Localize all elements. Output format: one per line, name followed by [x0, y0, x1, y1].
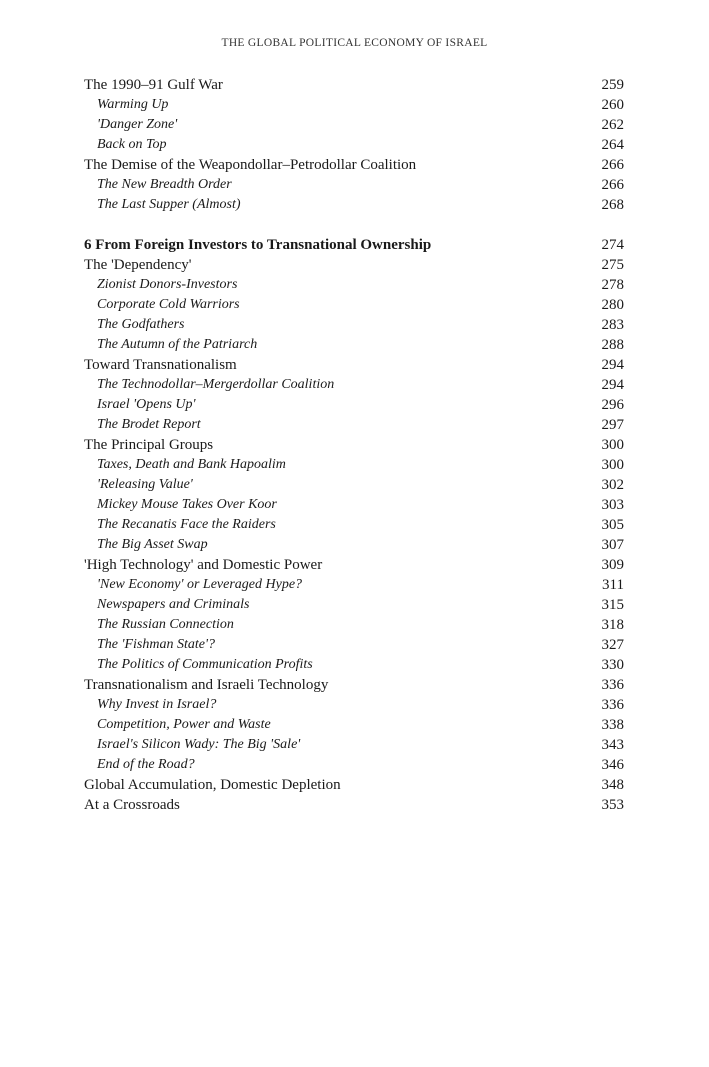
toc-entry-sub	[84, 115, 624, 135]
toc-entry-section	[84, 775, 624, 795]
toc-entry-title: The 1990–91 Gulf War	[84, 77, 223, 93]
toc-entry-sub	[84, 95, 624, 115]
toc-entry-section	[84, 675, 624, 695]
running-head: THE GLOBAL POLITICAL ECONOMY OF ISRAEL	[221, 37, 488, 49]
toc-entry-page: 343	[601, 737, 624, 753]
toc-entry-page: 318	[601, 617, 624, 633]
toc-entry-page: 264	[601, 137, 624, 153]
toc-entry-title: At a Crossroads	[84, 797, 180, 813]
toc-entry-page: 278	[601, 277, 624, 293]
toc-entry-page: 280	[601, 297, 624, 313]
toc-entry-page: 296	[601, 397, 624, 413]
toc-entry-title: The Recanatis Face the Raiders	[97, 517, 276, 532]
toc-entry-page: 266	[601, 177, 624, 193]
toc-entry-sub	[84, 195, 624, 215]
toc-entry-title: Corporate Cold Warriors	[97, 297, 240, 312]
toc-entry-sub	[84, 595, 624, 615]
toc-entry-sub	[84, 615, 624, 635]
toc-entry-title: 'Danger Zone'	[97, 117, 178, 132]
toc-entry-page: 268	[601, 197, 624, 213]
toc-entry-title: Newspapers and Criminals	[97, 597, 250, 612]
toc-entry-page: 294	[601, 357, 624, 373]
toc-entry-page: 300	[601, 457, 624, 473]
toc-entry-sub	[84, 335, 624, 355]
toc-entry-title: Toward Transnationalism	[84, 357, 237, 373]
toc-entry-sub	[84, 695, 624, 715]
toc-entry-page: 346	[601, 757, 624, 773]
toc-entry-page: 300	[601, 437, 624, 453]
toc-entry-sub	[84, 655, 624, 675]
toc-entry-page: 260	[601, 97, 624, 113]
toc-entry-sub	[84, 755, 624, 775]
toc-entry-page: 309	[601, 557, 624, 573]
toc-entry-sub	[84, 275, 624, 295]
toc-entry-sub	[84, 175, 624, 195]
toc-entry-page: 305	[601, 517, 624, 533]
toc-entry-title: Transnationalism and Israeli Technology	[84, 677, 329, 693]
toc-entry-page: 275	[601, 257, 624, 273]
toc-entry-page: 294	[601, 377, 624, 393]
toc-entry-title: 6 From Foreign Investors to Transnational Ownership	[84, 237, 432, 253]
toc-entry-title: The Autumn of the Patriarch	[97, 337, 258, 352]
toc-entry-title: The Last Supper (Almost)	[97, 197, 241, 212]
toc-entry-sub	[84, 635, 624, 655]
toc-entry-page: 330	[601, 657, 624, 673]
toc-entry-title: Mickey Mouse Takes Over Koor	[97, 497, 277, 512]
toc-entry-sub	[84, 395, 624, 415]
toc-entry-page: 336	[601, 677, 624, 693]
toc-entry-title: The Russian Connection	[97, 617, 234, 632]
toc-entry-sub	[84, 715, 624, 735]
toc-entry-title: The 'Dependency'	[84, 257, 192, 273]
toc-entry-title: The Politics of Communication Profits	[97, 657, 313, 672]
toc-entry-title: 'Releasing Value'	[97, 477, 193, 492]
toc-entry-sub	[84, 475, 624, 495]
toc-entry-title: Zionist Donors-Investors	[97, 277, 238, 292]
toc-entry-title: 'New Economy' or Leveraged Hype?	[97, 577, 303, 592]
toc-entry-page: 303	[601, 497, 624, 513]
table-of-contents	[84, 75, 624, 815]
toc-entry-title: The Technodollar–Mergerdollar Coalition	[97, 377, 335, 392]
toc-entry-page: 348	[601, 777, 624, 793]
toc-entry-title: The 'Fishman State'?	[97, 637, 215, 652]
toc-entry-section	[84, 795, 624, 815]
toc-entry-title: Warming Up	[97, 97, 169, 112]
toc-entry-title: Taxes, Death and Bank Hapoalim	[97, 457, 286, 472]
toc-entry-page: 311	[602, 577, 624, 593]
toc-entry-sub	[84, 495, 624, 515]
toc-entry-sub	[84, 535, 624, 555]
toc-entry-page: 307	[601, 537, 624, 553]
toc-entry-title: 'High Technology' and Domestic Power	[84, 557, 323, 573]
toc-entry-title: Israel's Silicon Wady: The Big 'Sale'	[97, 737, 301, 752]
toc-entry-title: The Brodet Report	[97, 417, 201, 432]
toc-entry-title: The New Breadth Order	[97, 177, 232, 192]
toc-entry-page: 336	[601, 697, 624, 713]
toc-entry-sub	[84, 415, 624, 435]
toc-entry-page: 353	[601, 797, 624, 813]
toc-entry-sub	[84, 375, 624, 395]
toc-entry-page: 338	[601, 717, 624, 733]
toc-entry-sub	[84, 455, 624, 475]
toc-entry-page: 315	[601, 597, 624, 613]
toc-entry-page: 288	[601, 337, 624, 353]
toc-entry-title: The Principal Groups	[84, 437, 214, 453]
toc-entry-section	[84, 75, 624, 95]
toc-entry-page: 262	[601, 117, 624, 133]
toc-entry-title: Why Invest in Israel?	[97, 697, 217, 712]
toc-entry-section	[84, 435, 624, 455]
toc-entry-section	[84, 355, 624, 375]
toc-entry-sub	[84, 575, 624, 595]
toc-entry-section	[84, 555, 624, 575]
toc-entry-title: Global Accumulation, Domestic Depletion	[84, 777, 341, 793]
toc-entry-sub	[84, 295, 624, 315]
toc-entry-section	[84, 155, 624, 175]
toc-entry-page: 274	[601, 237, 624, 253]
toc-entry-page: 297	[601, 417, 624, 433]
toc-entry-title: End of the Road?	[97, 757, 195, 772]
toc-entry-sub	[84, 315, 624, 335]
toc-entry-title: The Big Asset Swap	[97, 537, 208, 552]
toc-entry-section	[84, 255, 624, 275]
toc-entry-title: The Demise of the Weapondollar–Petrodollar Coalition	[84, 157, 417, 173]
toc-entry-title: Competition, Power and Waste	[97, 717, 271, 732]
toc-entry-page: 327	[601, 637, 624, 653]
toc-entry-page: 259	[601, 77, 624, 93]
toc-entry-sub	[84, 735, 624, 755]
toc-entry-page: 283	[601, 317, 624, 333]
toc-entry-title: Israel 'Opens Up'	[97, 397, 196, 412]
toc-entry-title: The Godfathers	[97, 317, 185, 332]
toc-entry-chapter	[84, 235, 624, 255]
toc-entry-page: 266	[601, 157, 624, 173]
toc-entry-title: Back on Top	[97, 137, 167, 152]
toc-entry-page: 302	[601, 477, 624, 493]
toc-entry-sub	[84, 515, 624, 535]
toc-entry-sub	[84, 135, 624, 155]
